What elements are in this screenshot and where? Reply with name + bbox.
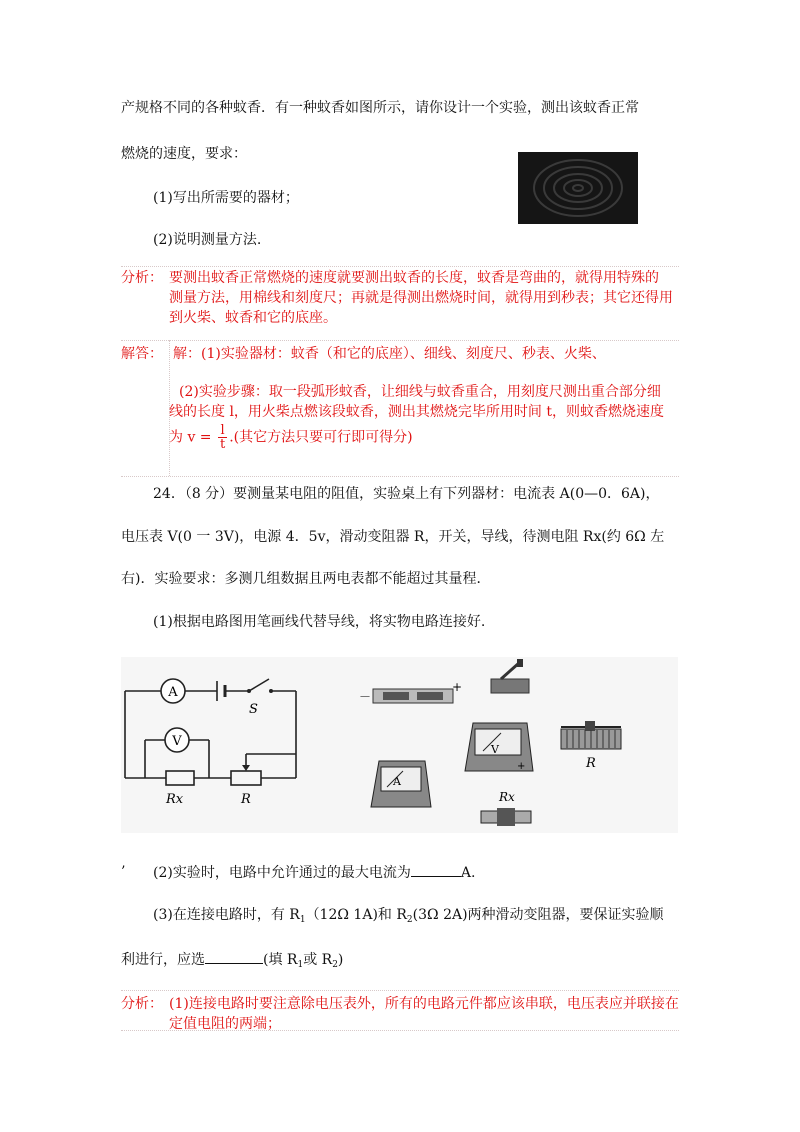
stray-mark: ’ [121,864,126,880]
part2-prefix: (2)实验时，电路中允许通过的最大电流为 [153,865,411,881]
speed-fraction [218,424,227,451]
q23-text-line1: 产规格不同的各种蚊香．有一种蚊香如图所示，请你设计一个实验，测出该蚊香正常 [121,100,639,116]
answer-blank-max-current[interactable] [411,862,461,877]
analysis-line-1: 要测出蚊香正常燃烧的速度就要测出蚊香的长度，蚊香是弯曲的，就得用特殊的 [169,270,659,286]
r-symbol-label: R [241,792,251,807]
q24-analysis-line-2: 定值电阻的两端； [169,1016,281,1032]
voltmeter-component [465,723,533,772]
q24-text-line3: 右)．实验要求：多测几组数据且两电表都不能超过其量程． [121,571,491,587]
q24-text-line1: 24．（8 分）要测量某电阻的阻值，实验桌上有下列器材：电流表 A(0—0．6A)， [153,486,660,502]
part3-line2-sub-2: 2 [332,960,338,970]
q24-part-2 [153,862,475,883]
analysis-label: 分析： [121,270,163,286]
answer-formula-prefix: 为 v = [169,429,212,446]
analysis-line-2: 测量方法，用棉线和刻度尺；再就是得测出燃烧时间，就得用到秒表；其它还得用 [169,290,673,306]
battery-minus-label: － [359,690,372,704]
q24-analysis-line-1: (1)连接电路时要注意除电压表外，所有的电路元件都应该串联，电压表应并联接在 [169,996,679,1012]
rx-device-label: Rx [499,790,515,804]
voltmeter-plus-label: + [517,761,526,772]
fraction-numerator: l [218,424,227,438]
voltmeter-symbol-label: V [172,734,182,749]
fraction-denominator: t [220,437,226,452]
q24-part-3-line2 [121,949,343,975]
part3-line2-d: ) [337,952,344,968]
answer-line-1: 解：(1)实验器材：蚊香（和它的底座）、细线、刻度尺、秒表、火柴、 [173,346,606,362]
part3-sub-2: 2 [406,915,413,925]
ammeter-symbol-label: A [168,685,178,700]
answer-line-2: (2)实验步骤：取一段弧形蚊香，让细线与蚊香重合，用刻度尺测出重合部分细 [179,384,661,400]
ammeter-component [371,761,431,807]
part3-text-c: (3Ω 2A)两种滑动变阻器，要保证实验顺 [412,907,664,923]
answer-blank-rheostat-choice[interactable] [205,949,263,964]
part3-text-b: （12Ω 1A)和 R [305,907,407,923]
part3-line2-b: (填 R [263,952,298,968]
part3-line2-c: 或 R [303,952,333,968]
q23-text-line2: 燃烧的速度，要求： [121,146,247,162]
part3-line2-sub-1: 1 [297,960,304,970]
ammeter-device-label: A [393,775,401,788]
mosquito-coil-photo [476,148,679,228]
battery-plus-label: + [452,680,463,694]
voltmeter-device-label: V [491,743,499,756]
answer-label: 解答： [121,346,163,362]
q24-analysis [121,994,681,1038]
q23-requirement-1: (1)写出所需要的器材； [153,190,299,206]
q24-text-line2: 电压表 V(0 一 3V)，电源 4．5v，滑动变阻器 R，开关，导线，待测电阻 Rx(约 6Ω 左 [121,529,665,545]
rx-resistor-component [481,790,531,826]
answer-line-4 [169,424,413,451]
part3-text-a: (3)在连接电路时，有 R [153,907,300,923]
rheostat-component [561,721,621,771]
q24-part-1: (1)根据电路图用笔画线代替导线，将实物电路连接好. [153,614,486,630]
answer-line-3: 线的长度 l，用火柴点燃该段蚊香，测出其燃烧完毕所用时间 t，则蚊香燃烧速度 [169,404,665,420]
q23-requirement-2: (2)说明测量方法. [153,232,262,248]
part3-sub-1: 1 [299,915,306,925]
rx-symbol-label: Rx [166,792,184,807]
part2-suffix: A. [460,865,476,881]
q23-answer [121,344,681,474]
q23-analysis [121,268,681,330]
circuit-figure [121,657,678,833]
switch-symbol-label: S [249,702,258,717]
battery-component [359,680,462,704]
analysis-line-3: 到火柴、蚊香和它的底座。 [169,310,337,326]
q24-analysis-label: 分析： [121,996,163,1012]
rheostat-device-label: R [586,756,596,771]
part3-line2-a: 利进行，应选 [121,952,205,968]
q24-part-3-line1 [153,905,664,930]
switch-component [491,659,529,693]
answer-formula-suffix: .(其它方法只要可行即可得分) [229,429,413,446]
